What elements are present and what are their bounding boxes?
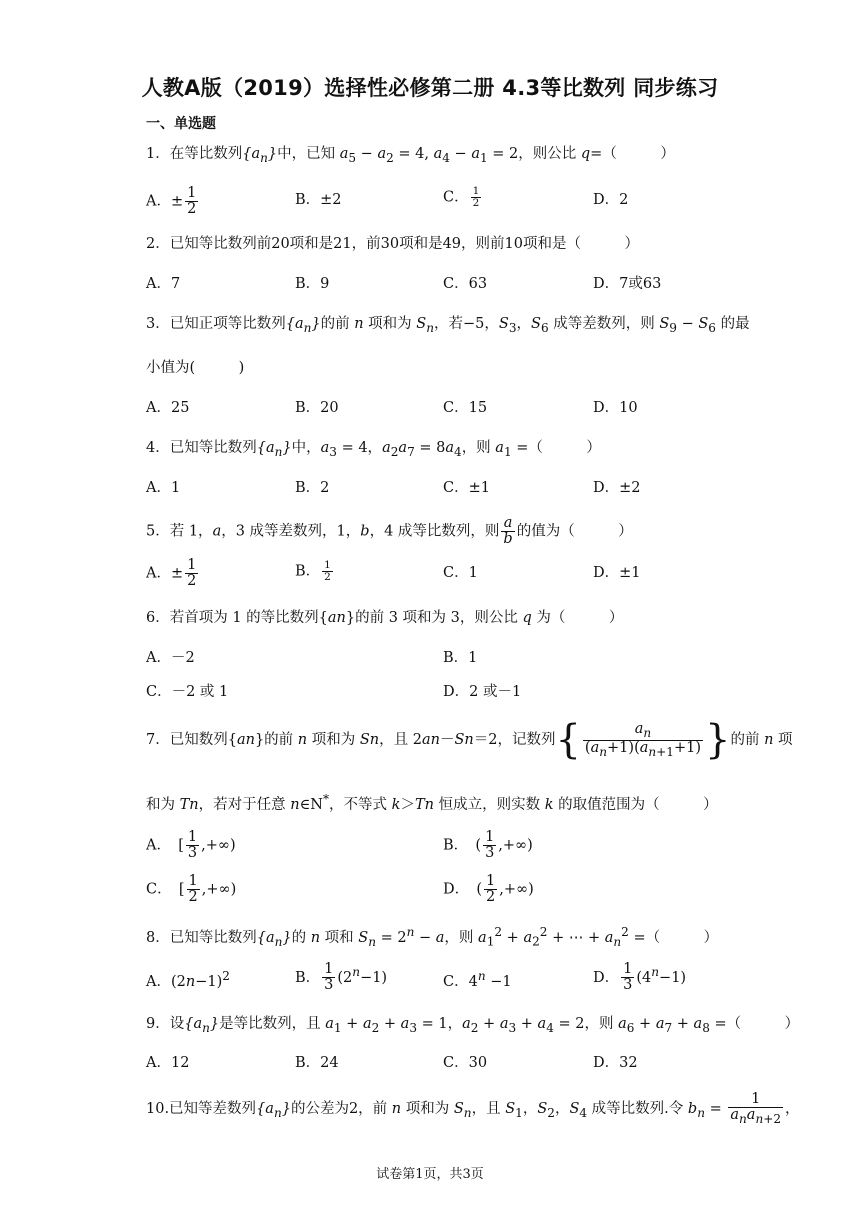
q3-option-a[interactable]: A．25 <box>146 400 190 416</box>
question-7: 7．已知数列{an}的前 n 项和为 Sn，且 2an－Sn＝2，记数列{ $\frac{a_n}{(a_n+1)(a_{n+1}+1)}$ }的前 n 项 <box>146 717 793 764</box>
q1-option-b[interactable]: B．±2 <box>295 192 342 208</box>
q7-option-a[interactable]: A． [ $\frac{1}{3}$ ,+∞) <box>146 829 236 862</box>
q8-option-c[interactable]: C．$4^n -1$ <box>443 969 512 990</box>
q4-option-c[interactable]: C．±1 <box>443 480 490 496</box>
section-heading: 一、单选题 <box>146 116 216 132</box>
question-10: 10.已知等差数列$\{a_n\}$的公差为2，前 n 项和为 $S_n$，且 $S_1$，$S_2$，$S_4$ 成等比数列.令 $b_n$ = $\frac{1}{a_na_{n+2}}$ ， <box>146 1091 800 1127</box>
q1-option-a[interactable]: A．± $\frac{1}{2}$ <box>146 185 197 218</box>
q5-option-b[interactable]: B． $\frac{1}{2}$ <box>295 559 331 584</box>
question-1: 1．在等比数列$\{a_n\}$中，已知 $a_5 - a_2 = 4$, $a_4 - a_1 = 2$，则公比 q=（ ） <box>146 146 675 165</box>
q7-option-d[interactable]: D． ( $\frac{1}{2}$ ,+∞) <box>443 873 534 906</box>
page-footer: 试卷第1页，共3页 <box>376 1167 484 1182</box>
question-5: 5．若 1，a，3 成等差数列，1，b，4 成等比数列，则 $\frac{a}{b}$ 的值为（ ） <box>146 515 633 548</box>
question-2: 2．已知等比数列前20项和是21，前30项和是49，则前10项和是（ ） <box>146 236 639 252</box>
q1-option-c[interactable]: C． $\frac{1}{2}$ <box>443 185 480 210</box>
q2-option-b[interactable]: B．9 <box>295 276 330 292</box>
question-9: 9．设$\{a_n\}$是等比数列，且 $a_1 + a_2 + a_3 = 1$，$a_2 + a_3 + a_4 = 2$，则 $a_6 + a_7 + a_8$ =（ ） <box>146 1016 800 1035</box>
question-3-cont: 小值为( ) <box>146 360 245 376</box>
q4-option-a[interactable]: A．1 <box>146 480 181 496</box>
q5-option-c[interactable]: C．1 <box>443 565 478 581</box>
q2-option-d[interactable]: D．7或63 <box>593 276 662 292</box>
q5-option-d[interactable]: D．±1 <box>593 565 641 581</box>
question-7-cont: 和为 Tn，若对于任意 n∈N*，不等式 k＞Tn 恒成立，则实数 k 的取值范围为（ ） <box>146 792 718 813</box>
q1-option-d[interactable]: D．2 <box>593 192 629 208</box>
page-title: 人教A版（2019）选择性必修第二册 4.3等比数列 同步练习 <box>141 76 719 100</box>
q3-option-c[interactable]: C．15 <box>443 400 488 416</box>
q6-option-c[interactable]: C．－2 或 1 <box>146 684 229 700</box>
q8-option-b[interactable]: B． $\frac{1}{3}$ $(2^n-1)$ <box>295 961 388 994</box>
q2-option-c[interactable]: C．63 <box>443 276 488 292</box>
q6-option-a[interactable]: A．－2 <box>146 650 195 666</box>
q9-option-c[interactable]: C．30 <box>443 1055 488 1071</box>
q9-option-a[interactable]: A．12 <box>146 1055 190 1071</box>
q5-option-a[interactable]: A．± $\frac{1}{2}$ <box>146 557 197 590</box>
q9-option-d[interactable]: D．32 <box>593 1055 638 1071</box>
q9-option-b[interactable]: B．24 <box>295 1055 339 1071</box>
q3-option-b[interactable]: B．20 <box>295 400 339 416</box>
q4-option-b[interactable]: B．2 <box>295 480 330 496</box>
q7-option-b[interactable]: B． ( $\frac{1}{3}$ ,+∞) <box>443 829 533 862</box>
q4-option-d[interactable]: D．±2 <box>593 480 641 496</box>
question-4: 4．已知等比数列$\{a_n\}$中，$a_3 = 4$，$a_2a_7 = 8a_4$，则 $a_1$ =（ ） <box>146 440 601 459</box>
q7-option-c[interactable]: C． [ $\frac{1}{2}$ ,+∞) <box>146 873 237 906</box>
question-3: 3．已知正项等比数列$\{a_n\}$的前 n 项和为 $S_n$，若−5，$S_3$，$S_6$ 成等差数列，则 $S_9 - S_6$ 的最 <box>146 316 750 335</box>
question-8: 8．已知等比数列$\{a_n\}$的 n 项和 $S_n = 2^n - a$，则 $a_1^2 + a_2^2$ + ⋯ + $a_n^2$ =（ ） <box>146 925 719 949</box>
q6-option-d[interactable]: D．2 或－1 <box>443 684 522 700</box>
q8-option-d[interactable]: D． $\frac{1}{3}$ $(4^n-1)$ <box>593 961 687 994</box>
q6-option-b[interactable]: B．1 <box>443 650 478 666</box>
q3-option-d[interactable]: D．10 <box>593 400 638 416</box>
q8-option-a[interactable]: A．$(2n-1)^2$ <box>146 969 230 990</box>
question-6: 6．若首项为 1 的等比数列{an}的前 3 项和为 3，则公比 q 为（ ） <box>146 610 624 626</box>
q2-option-a[interactable]: A．7 <box>146 276 181 292</box>
